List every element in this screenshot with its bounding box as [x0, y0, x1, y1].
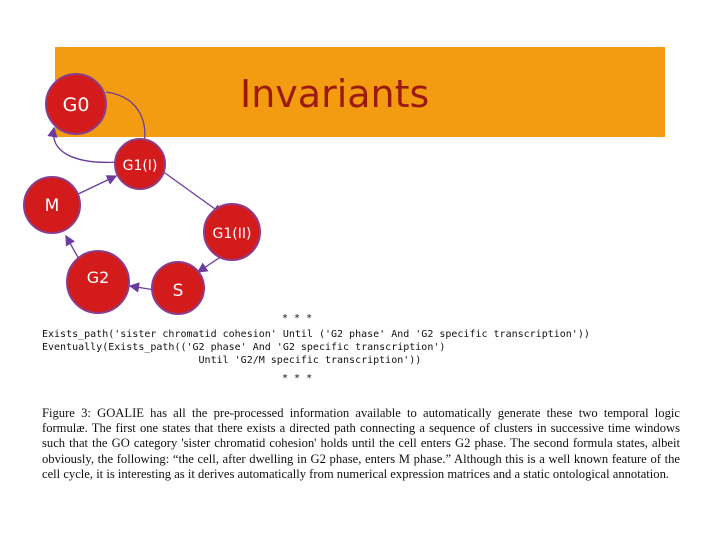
stars-bottom: * * * — [282, 373, 313, 384]
formula-line-3: Until 'G2/M specific transcription')) — [42, 355, 422, 366]
node-g1ii — [204, 204, 260, 260]
node-g2-label: G2 — [86, 268, 110, 287]
caption-label: Figure 3: — [42, 406, 91, 420]
node-g1i — [115, 139, 165, 189]
edge-m-g1i — [74, 176, 116, 196]
figure-caption — [42, 406, 680, 482]
node-m-label: M — [44, 196, 60, 216]
formula-line-1: Exists_path('sister chromatid cohesion' Until ('G2 phase' And 'G2 specific transcription')) — [42, 329, 590, 340]
formula-block — [42, 328, 682, 367]
edge-g1i-g1ii — [158, 168, 222, 214]
formula-line-2: Eventually(Exists_path(('G2 phase' And 'G2 specific transcription') — [42, 342, 446, 353]
node-g2 — [67, 251, 129, 313]
node-g1i-label: G1(I) — [122, 158, 158, 174]
node-g0 — [46, 74, 106, 134]
node-g1ii-label: G1(II) — [212, 226, 252, 242]
stars-top: * * * — [282, 313, 313, 324]
edge-g1i-g0 — [54, 128, 120, 162]
caption-text: GOALIE has all the pre-processed information available to automatically generate these two temporal logic formulæ. The first one states that there exists a directed path connecting a sequence of clusters in successive time windows such that the GO category 'sister chromatid cohesion' holds until the cell enters G2 phase. The second formula states, albeit obviously, the following: “the cell, after dwelling in G2 phase, enters M phase.” Although this is a well known feature of the cell cycle, it is interesting as it derives automatically from numerical expression matrices and a static ontological annotation. — [42, 406, 680, 481]
node-s-label: S — [172, 281, 184, 301]
node-g0-label: G0 — [62, 94, 90, 116]
node-s — [152, 262, 204, 314]
slide-title: Invariants — [240, 72, 430, 116]
node-m — [24, 177, 80, 233]
